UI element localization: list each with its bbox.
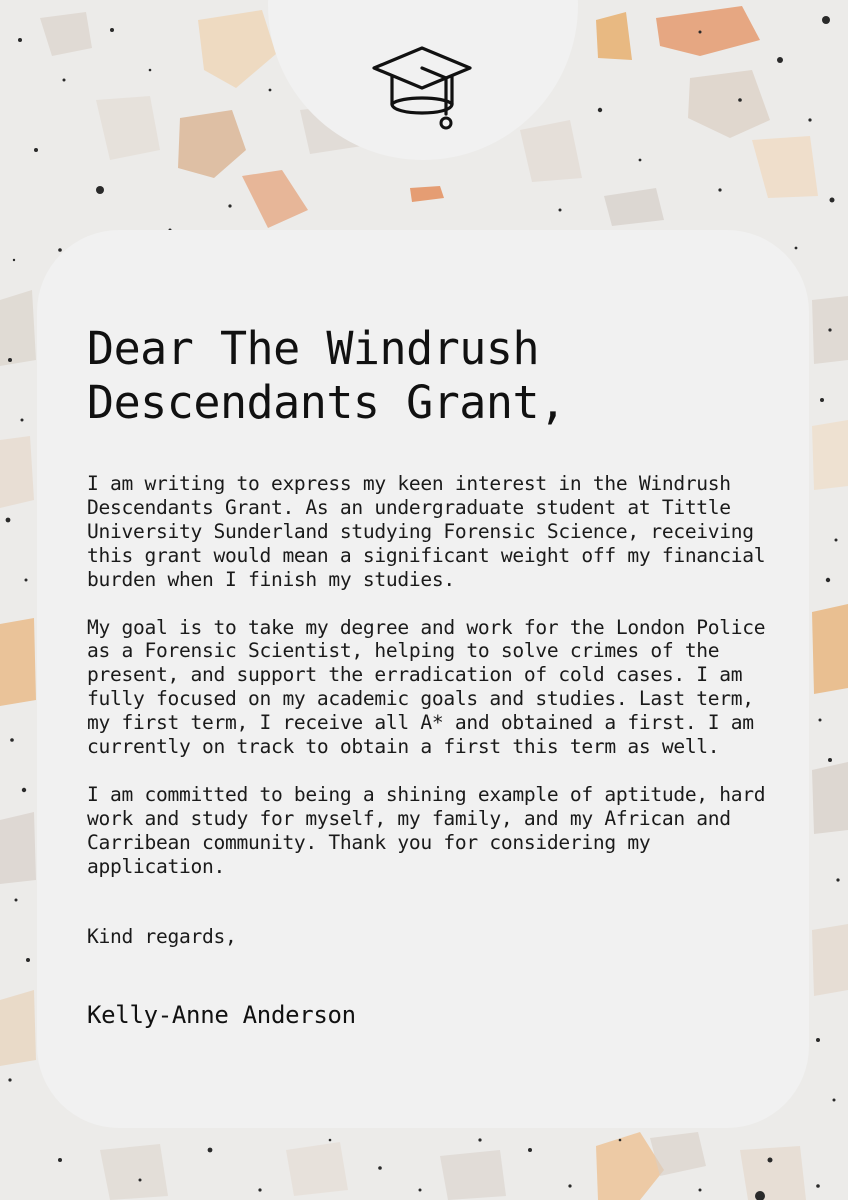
letter-paragraph: I am committed to being a shining example of aptitude, hard work and study for myself, my family, and my African and Carribean community. Thank you for considering my application. (87, 782, 766, 878)
letter-signature: Kelly-Anne Anderson (87, 1001, 356, 1029)
letter-body (87, 472, 777, 903)
graduation-cap-icon (370, 44, 474, 134)
letter-greeting: Dear The Windrush Descendants Grant, (87, 322, 566, 429)
letter-closing: Kind regards, (87, 925, 237, 948)
letter-paragraph: My goal is to take my degree and work for the London Police as a Forensic Scientist, helping to solve crimes of the present, and support the erradication of cold cases. I am fully focused on my academic goals and studies. Last term, my first term, I receive all A* and obtained a first. I am currently on track to obtain a first this term as well. (87, 615, 766, 759)
letter-paragraph: I am writing to express my keen interest in the Windrush Descendants Grant. As an undergraduate student at Tittle University Sunderland studying Forensic Science, receiving this grant would mean a significant weight off my financial burden when I finish my studies. (87, 472, 766, 591)
